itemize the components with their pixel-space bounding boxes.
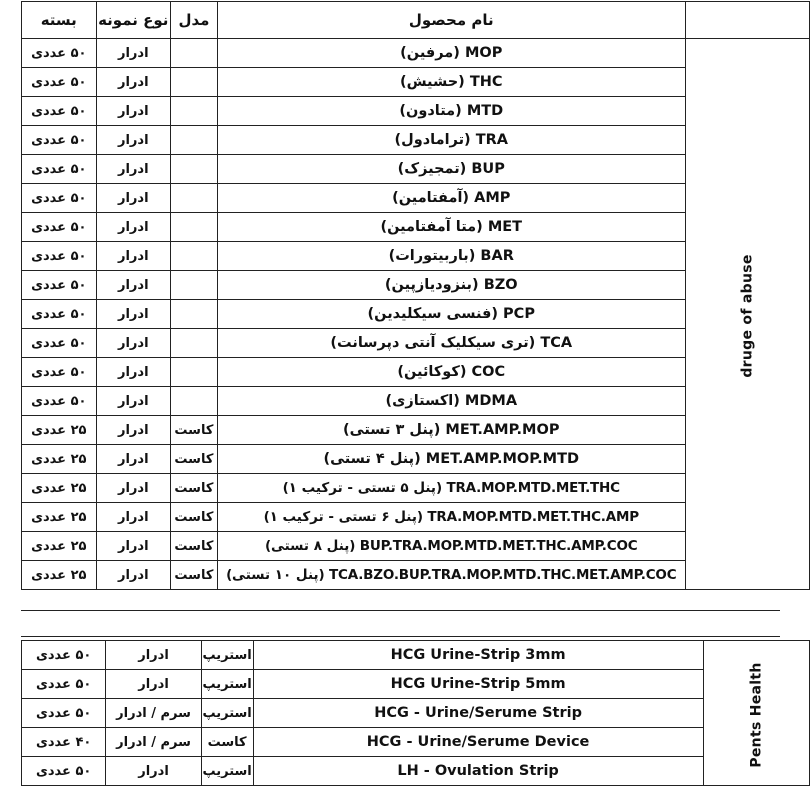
sample-type-cell: ادرار	[96, 474, 170, 503]
pack-cell: ۵۰ عددی	[22, 757, 106, 786]
category-cell	[703, 641, 809, 786]
model-cell	[170, 358, 217, 387]
product-name-cell: TRA.MOP.MTD.MET.THC.AMP (پنل ۶ تستی - ترکیب ۱)	[217, 503, 685, 532]
model-cell: استریپ	[201, 641, 253, 670]
pack-cell: ۵۰ عددی	[22, 329, 97, 358]
product-name-cell: MDMA (اکستازی)	[217, 387, 685, 416]
sample-type-cell: سرم / ادرار	[106, 728, 201, 757]
category-cell	[685, 39, 809, 590]
model-cell	[170, 184, 217, 213]
product-name-cell: MET.AMP.MOP.MTD (پنل ۴ تستی)	[217, 445, 685, 474]
model-cell	[170, 329, 217, 358]
pack-cell: ۵۰ عددی	[22, 155, 97, 184]
table-header-row	[22, 2, 810, 39]
product-name-cell: LH - Ovulation Strip	[253, 757, 703, 786]
sample-type-cell: ادرار	[106, 641, 201, 670]
sample-type-cell: سرم / ادرار	[106, 699, 201, 728]
model-cell: کاست	[170, 416, 217, 445]
product-name-cell: BZO (بنزودیازپین)	[217, 271, 685, 300]
sample-type-cell: ادرار	[106, 757, 201, 786]
pack-cell: ۵۰ عددی	[22, 300, 97, 329]
sample-type-cell: ادرار	[96, 358, 170, 387]
sample-type-cell: ادرار	[96, 39, 170, 68]
model-cell: استریپ	[201, 699, 253, 728]
header-model: مدل	[170, 2, 217, 39]
model-cell	[170, 155, 217, 184]
product-name-cell: TCA (تری سیکلیک آنتی دپرسانت)	[217, 329, 685, 358]
product-name-cell: THC (حشیش)	[217, 68, 685, 97]
pack-cell: ۵۰ عددی	[22, 387, 97, 416]
pack-cell: ۴۰ عددی	[22, 728, 106, 757]
sample-type-cell: ادرار	[96, 155, 170, 184]
product-name-cell: HCG Urine-Strip 5mm	[253, 670, 703, 699]
product-name-cell: MET.AMP.MOP (پنل ۳ تستی)	[217, 416, 685, 445]
pack-cell: ۵۰ عددی	[22, 213, 97, 242]
pack-cell: ۵۰ عددی	[22, 242, 97, 271]
sample-type-cell: ادرار	[96, 126, 170, 155]
model-cell: کاست	[170, 532, 217, 561]
product-name-cell: COC (کوکائین)	[217, 358, 685, 387]
table-row	[22, 39, 810, 68]
product-name-cell: MTD (متادون)	[217, 97, 685, 126]
header-category-blank	[685, 2, 809, 39]
model-cell: استریپ	[201, 757, 253, 786]
pack-cell: ۵۰ عددی	[22, 97, 97, 126]
pack-cell: ۵۰ عددی	[22, 184, 97, 213]
model-cell: استریپ	[201, 670, 253, 699]
table-row	[22, 757, 810, 786]
product-name-cell: HCG - Urine/Serume Strip	[253, 699, 703, 728]
sample-type-cell: ادرار	[96, 387, 170, 416]
product-name-cell: TRA (ترامادول)	[217, 126, 685, 155]
product-name-cell: TRA.MOP.MTD.MET.THC (پنل ۵ تستی - ترکیب ۱)	[217, 474, 685, 503]
sample-type-cell: ادرار	[106, 670, 201, 699]
pack-cell: ۵۰ عددی	[22, 68, 97, 97]
pack-cell: ۲۵ عددی	[22, 445, 97, 474]
model-cell: کاست	[170, 561, 217, 590]
sample-type-cell: ادرار	[96, 445, 170, 474]
product-name-cell: PCP (فنسی سیکلیدین)	[217, 300, 685, 329]
header-pack: بسته	[22, 2, 97, 39]
sample-type-cell: ادرار	[96, 561, 170, 590]
sample-type-cell: ادرار	[96, 503, 170, 532]
table-row	[22, 699, 810, 728]
product-name-cell: BUP (تمجیزک)	[217, 155, 685, 184]
model-cell	[170, 97, 217, 126]
model-cell: کاست	[201, 728, 253, 757]
model-cell: کاست	[170, 445, 217, 474]
pack-cell: ۵۰ عددی	[22, 358, 97, 387]
model-cell	[170, 126, 217, 155]
product-name-cell: HCG - Urine/Serume Device	[253, 728, 703, 757]
model-cell: کاست	[170, 474, 217, 503]
model-cell	[170, 213, 217, 242]
product-name-cell: AMP (آمفتامین)	[217, 184, 685, 213]
pack-cell: ۵۰ عددی	[22, 670, 106, 699]
table-row	[22, 728, 810, 757]
product-name-cell: TCA.BZO.BUP.TRA.MOP.MTD.THC.MET.AMP.COC (پنل ۱۰ تستی)	[217, 561, 685, 590]
sample-type-cell: ادرار	[96, 242, 170, 271]
pack-cell: ۲۵ عددی	[22, 503, 97, 532]
header-product-name: نام محصول	[217, 2, 685, 39]
model-cell: کاست	[170, 503, 217, 532]
sample-type-cell: ادرار	[96, 300, 170, 329]
pack-cell: ۵۰ عددی	[22, 39, 97, 68]
product-name-cell: BUP.TRA.MOP.MTD.MET.THC.AMP.COC (پنل ۸ تستی)	[217, 532, 685, 561]
pack-cell: ۲۵ عددی	[22, 474, 97, 503]
category-label: druge of abuse	[739, 253, 756, 378]
pack-cell: ۲۵ عددی	[22, 532, 97, 561]
product-name-cell: HCG Urine-Strip 3mm	[253, 641, 703, 670]
section-divider	[21, 610, 780, 637]
product-name-cell: MOP (مرفین)	[217, 39, 685, 68]
pack-cell: ۲۵ عددی	[22, 416, 97, 445]
pack-cell: ۵۰ عددی	[22, 699, 106, 728]
product-table-drugs	[21, 1, 810, 590]
model-cell	[170, 387, 217, 416]
product-table-pregnancy	[21, 640, 810, 786]
sample-type-cell: ادرار	[96, 68, 170, 97]
product-name-cell: BAR (باربیتورات)	[217, 242, 685, 271]
table-row	[22, 641, 810, 670]
pack-cell: ۵۰ عددی	[22, 126, 97, 155]
category-label: Pents Health	[748, 661, 765, 768]
sample-type-cell: ادرار	[96, 271, 170, 300]
product-name-cell: MET (متا آمفتامین)	[217, 213, 685, 242]
sample-type-cell: ادرار	[96, 213, 170, 242]
model-cell	[170, 271, 217, 300]
sample-type-cell: ادرار	[96, 329, 170, 358]
sample-type-cell: ادرار	[96, 184, 170, 213]
model-cell	[170, 242, 217, 271]
sample-type-cell: ادرار	[96, 532, 170, 561]
model-cell	[170, 39, 217, 68]
sample-type-cell: ادرار	[96, 416, 170, 445]
model-cell	[170, 68, 217, 97]
sample-type-cell: ادرار	[96, 97, 170, 126]
pack-cell: ۲۵ عددی	[22, 561, 97, 590]
header-sample-type: نوع نمونه	[96, 2, 170, 39]
pack-cell: ۵۰ عددی	[22, 271, 97, 300]
model-cell	[170, 300, 217, 329]
pack-cell: ۵۰ عددی	[22, 641, 106, 670]
table-row	[22, 670, 810, 699]
